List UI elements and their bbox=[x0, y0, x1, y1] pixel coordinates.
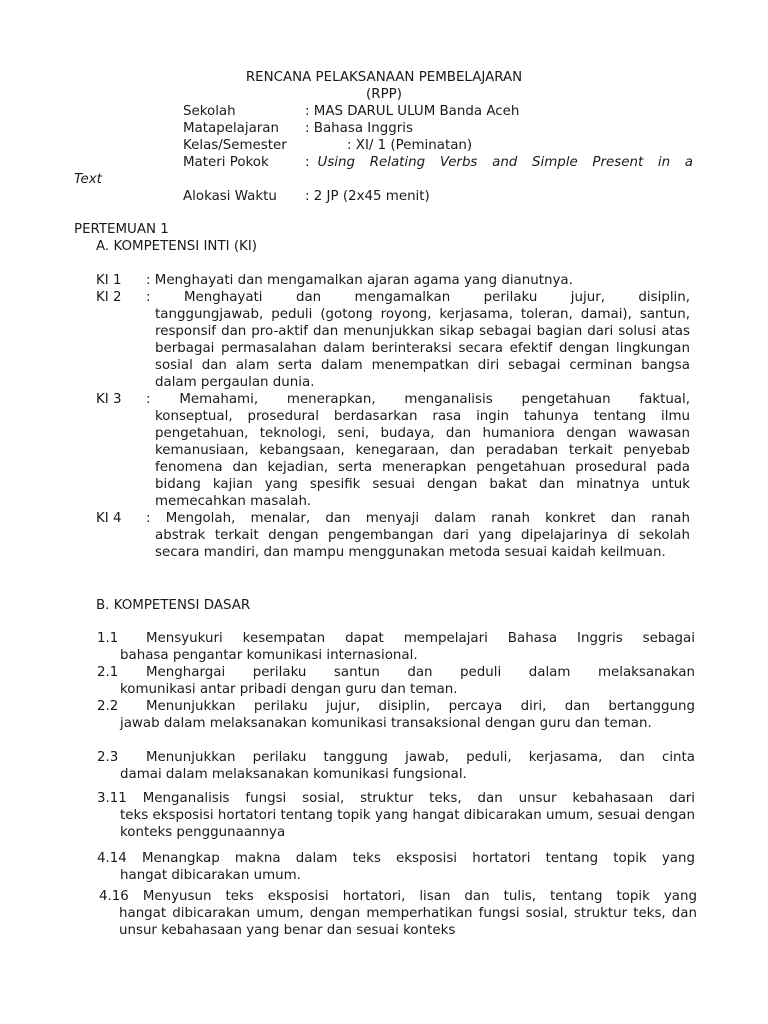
kd-text: Menunjukkan perilaku jujur, disiplin, percaya diri, dan bertanggung bbox=[146, 699, 695, 714]
meta-value: Using Relating Verbs and Simple Present in a bbox=[317, 155, 693, 170]
section-a-heading: A. KOMPETENSI INTI (KI) bbox=[96, 239, 258, 254]
ki-text: : Memahami, menerapkan, menganalisis pengetahuan faktual, bbox=[146, 392, 690, 407]
meta-colon: : bbox=[305, 155, 310, 170]
meta-sekolah bbox=[183, 103, 519, 120]
ki-text-continued: abstrak terkait dengan pengembangan dari yang dipelajarinya di sekolah secara mandiri, dan mampu menggunakan metoda sesuai kaidah keilmuan. bbox=[155, 528, 690, 560]
meta-kelas bbox=[183, 137, 472, 154]
meta-value-wrap: Text bbox=[74, 172, 102, 187]
kd-item bbox=[99, 888, 697, 939]
kd-text: Menunjukkan perilaku tanggung jawab, peduli, kerjasama, dan cinta bbox=[146, 750, 695, 765]
kd-number: 2.1 bbox=[97, 665, 119, 680]
kd-text-continued: hangat dibicarakan umum. bbox=[120, 868, 301, 883]
meta-value: : 2 JP (2x45 menit) bbox=[305, 189, 430, 204]
kd-item bbox=[97, 790, 695, 841]
kd-item bbox=[97, 850, 695, 884]
meta-value: : XI/ 1 (Peminatan) bbox=[347, 138, 473, 153]
meta-key: Alokasi Waktu bbox=[183, 189, 277, 204]
kd-number: 1.1 bbox=[97, 631, 119, 646]
ki-text: : Mengolah, menalar, dan menyaji dalam ranah konkret dan ranah bbox=[146, 511, 690, 526]
kd-text-continued: teks eksposisi hortatori tentang topik yang hangat dibicarakan umum, sesuai dengan konteks penggunaannya bbox=[120, 808, 695, 840]
kd-number: 2.3 bbox=[97, 750, 119, 765]
kd-number: 4.16 bbox=[99, 889, 129, 904]
meta-value: : Bahasa Inggris bbox=[305, 121, 413, 136]
kd-item bbox=[97, 630, 695, 664]
kd-item bbox=[97, 698, 695, 732]
meta-key: Kelas/Semester bbox=[183, 138, 287, 153]
pertemuan-heading: PERTEMUAN 1 bbox=[74, 222, 169, 237]
kd-number: 4.14 bbox=[97, 851, 127, 866]
kd-text: Menyusun teks eksposisi hortatori, lisan dan tulis, tentang topik yang bbox=[142, 889, 697, 904]
meta-alokasi bbox=[183, 188, 430, 205]
ki-code: KI 2 bbox=[96, 290, 122, 305]
kd-item bbox=[97, 749, 695, 783]
ki-code: KI 1 bbox=[96, 273, 122, 288]
kd-item bbox=[97, 664, 695, 698]
ki-code: KI 4 bbox=[96, 511, 122, 526]
meta-materi bbox=[183, 154, 693, 171]
kd-text-continued: hangat dibicarakan umum, dengan memperhatikan fungsi sosial, struktur teks, dan unsur kebahasaan yang benar dan sesuai konteks bbox=[119, 906, 697, 938]
meta-mapel bbox=[183, 120, 413, 137]
document-subtitle: (RPP) bbox=[366, 87, 402, 102]
kd-text: Mensyukuri kesempatan dapat mempelajari Bahasa Inggris sebagai bbox=[146, 631, 695, 646]
meta-key: Materi Pokok bbox=[183, 155, 269, 170]
kd-number: 2.2 bbox=[97, 699, 119, 714]
kd-text: Menangkap makna dalam teks eksposisi hortatori tentang topik yang bbox=[142, 851, 695, 866]
ki-code: KI 3 bbox=[96, 392, 122, 407]
ki-text-continued: konseptual, prosedural berdasarkan rasa ingin tahunya tentang ilmu pengetahuan, teknologi, seni, budaya, dan humaniora dengan wawasan kemanusiaan, kebangsaan, kenegaraan, dan peradaban terkait penyebab fenomena dan kejadian, serta menerapkan pengetahuan prosedural pada bidang kajian yang spesifik sesuai dengan bakat dan minatnya untuk memecahkan masalah. bbox=[155, 409, 690, 509]
kd-number: 3.11 bbox=[97, 791, 127, 806]
meta-key: Sekolah bbox=[183, 104, 236, 119]
kd-text: Menghargai perilaku santun dan peduli dalam melaksanakan bbox=[146, 665, 695, 680]
meta-value: : MAS DARUL ULUM Banda Aceh bbox=[305, 104, 520, 119]
kd-text-continued: komunikasi antar pribadi dengan guru dan teman. bbox=[120, 682, 458, 697]
section-b-heading: B. KOMPETENSI DASAR bbox=[96, 598, 251, 613]
meta-materi-wrap bbox=[74, 171, 102, 188]
meta-key: Matapelajaran bbox=[183, 121, 280, 136]
ki-text-continued: tanggungjawab, peduli (gotong royong, kerjasama, toleran, damai), santun, responsif dan pro-aktif dan menunjukkan sikap sebagai bagian dari solusi atas berbagai permasalahan dalam berinteraksi secara efektif dengan lingkungan sosial dan alam serta dalam menempatkan diri sebagai cerminan bangsa dalam pergaulan dunia. bbox=[155, 307, 690, 390]
ki-text: : Menghayati dan mengamalkan perilaku jujur, disiplin, bbox=[146, 290, 690, 305]
kd-text-continued: damai dalam melaksanakan komunikasi fungsional. bbox=[120, 767, 467, 782]
document-title: RENCANA PELAKSANAAN PEMBELAJARAN bbox=[245, 70, 523, 85]
kd-text-continued: jawab dalam melaksanakan komunikasi transaksional dengan guru dan teman. bbox=[120, 716, 652, 731]
kd-text: Menganalisis fungsi sosial, struktur teks, dan unsur kebahasaan dari bbox=[142, 791, 695, 806]
kd-text-continued: bahasa pengantar komunikasi internasional. bbox=[120, 648, 418, 663]
ki-text: : Menghayati dan mengamalkan ajaran agama yang dianutnya. bbox=[146, 273, 573, 288]
